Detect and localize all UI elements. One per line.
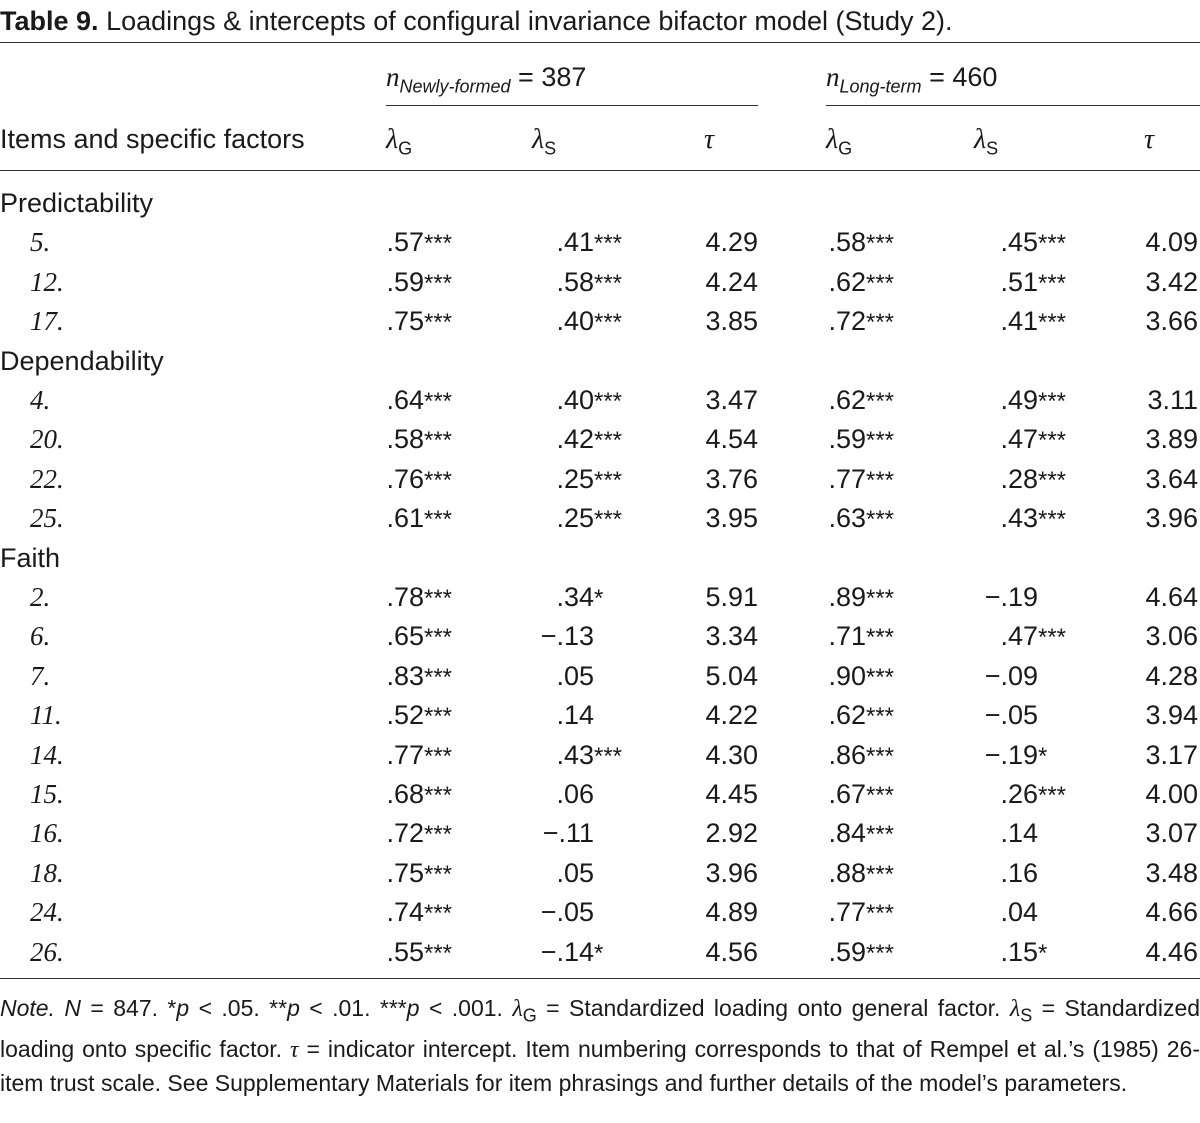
value-t1: 3.76	[705, 463, 758, 494]
significance-stars: ***	[594, 506, 623, 534]
significance-stars: ***	[1038, 388, 1067, 415]
value-lg2: .89***	[746, 580, 904, 616]
value-ls1: −.14*	[474, 935, 632, 971]
value-t1: 3.34	[705, 621, 758, 652]
value-ls1: .40***	[474, 304, 632, 340]
value-t2: 3.11	[1147, 385, 1198, 415]
significance-stars: ***	[1038, 309, 1067, 337]
value-ls2: .26***	[918, 777, 1076, 813]
value-ls1: −.11	[542, 818, 594, 849]
value-ls2: .47***	[918, 619, 1076, 655]
value-t1: 4.45	[705, 779, 758, 809]
significance-stars: ***	[594, 269, 623, 297]
significance-stars: ***	[424, 860, 453, 888]
significance-stars: ***	[866, 388, 895, 415]
table-label: Table 9.	[0, 6, 99, 36]
significance-stars: *	[1038, 939, 1048, 967]
value-ls2: −.05	[984, 700, 1038, 731]
value-t2: 4.46	[1145, 936, 1198, 967]
item-label: 26.	[30, 936, 64, 967]
value-ls2: .41***	[918, 304, 1076, 340]
significance-stars: ***	[424, 388, 453, 415]
value-t2: 3.89	[1145, 424, 1198, 455]
value-lg2: .59***	[746, 935, 904, 971]
significance-stars: ***	[866, 466, 895, 494]
value-t2: 3.17	[1145, 739, 1198, 770]
significance-stars: ***	[1038, 624, 1067, 652]
significance-stars: ***	[866, 821, 895, 849]
value-ls2: .15*	[918, 935, 1076, 971]
value-t1: 4.29	[705, 227, 758, 258]
value-lg1: .77***	[304, 738, 462, 774]
value-t2: 4.28	[1145, 660, 1198, 691]
value-lg1: .83***	[304, 659, 462, 695]
value-lg1: .75***	[304, 304, 462, 340]
significance-stars: ***	[866, 900, 895, 928]
value-ls2: −.19	[984, 582, 1038, 612]
col-lambda-s-2: $\lambda_S$	[974, 124, 999, 159]
value-ls1: −.05	[540, 897, 594, 928]
value-t2: 3.06	[1145, 621, 1198, 652]
value-t1: 4.54	[705, 424, 758, 455]
significance-stars: ***	[424, 821, 453, 849]
value-lg2: .58***	[746, 225, 904, 261]
significance-stars: ***	[866, 230, 895, 258]
value-lg1: .75***	[304, 856, 462, 892]
significance-stars: ***	[424, 506, 453, 534]
value-t1: 4.24	[705, 266, 758, 297]
value-lg2: .77***	[746, 462, 904, 498]
value-ls1: .05	[556, 857, 594, 888]
value-lg1: .58***	[304, 422, 462, 458]
value-t1: 5.91	[705, 582, 758, 612]
value-ls1: .14	[556, 700, 594, 731]
item-label: 7.	[30, 660, 51, 691]
value-ls2: .49***	[918, 383, 1076, 419]
value-ls2: .43***	[918, 501, 1076, 537]
table-note: Note. N = 847. *p < .05. **p < .01. ***p < .001. $\lambda_G$ = Standardized loading onto general factor. $\lambda_S$ = Standardized loading onto specific factor. τ = indicator intercept. Item numbering corresponds to that of Rempel et al.’s (1985) 26-item trust scale. See Supplementary Materials for item phrasings and further details of the model’s parameters.	[0, 995, 1200, 1096]
value-ls1: .25***	[474, 462, 632, 498]
significance-stars: ***	[1038, 782, 1067, 809]
value-lg2: .59***	[746, 422, 904, 458]
significance-stars: ***	[424, 230, 453, 258]
item-label: 6.	[30, 621, 51, 652]
value-lg2: .72***	[746, 304, 904, 340]
value-ls1: .06	[556, 779, 594, 809]
item-label: 4.	[30, 385, 51, 415]
value-t1: 4.22	[705, 700, 758, 731]
significance-stars: *	[1038, 742, 1048, 770]
significance-stars: ***	[866, 860, 895, 888]
value-t2: 4.09	[1145, 227, 1198, 258]
significance-stars: ***	[866, 624, 895, 652]
value-t1: 3.95	[705, 503, 758, 534]
col-lambda-s-1: $\lambda_S$	[532, 124, 557, 159]
value-lg1: .64***	[304, 383, 462, 419]
group1-underline	[386, 105, 758, 106]
value-lg1: .78***	[304, 580, 462, 616]
value-ls1: .43***	[474, 738, 632, 774]
value-t2: 3.94	[1145, 700, 1198, 731]
value-ls1: .34*	[474, 580, 632, 616]
value-t2: 4.66	[1145, 897, 1198, 928]
significance-stars: ***	[594, 388, 623, 415]
value-lg2: .84***	[746, 816, 904, 852]
value-ls2: −.09	[984, 660, 1038, 691]
col-lambda-g-2: $\lambda_G$	[826, 124, 853, 159]
item-label: 22.	[30, 463, 64, 494]
significance-stars: ***	[424, 427, 453, 455]
significance-stars: ***	[424, 466, 453, 494]
significance-stars: ***	[424, 939, 453, 967]
item-label: 11.	[30, 700, 62, 731]
value-t1: 3.96	[705, 857, 758, 888]
value-lg1: .61***	[304, 501, 462, 537]
significance-stars: ***	[866, 309, 895, 337]
table-bottom-rule	[0, 978, 1200, 979]
significance-stars: ***	[424, 782, 453, 809]
value-lg1: .57***	[304, 225, 462, 261]
significance-stars: ***	[424, 269, 453, 297]
col-tau-2: τ	[1144, 124, 1155, 155]
significance-stars: *	[594, 585, 604, 612]
value-ls1: .25***	[474, 501, 632, 537]
item-label: 17.	[30, 306, 64, 337]
significance-stars: ***	[1038, 269, 1067, 297]
item-label: 2.	[30, 582, 51, 612]
value-lg2: .88***	[746, 856, 904, 892]
significance-stars: ***	[1038, 466, 1067, 494]
col-lambda-g-1: $\lambda_G$	[386, 124, 413, 159]
header-bottom-rule	[0, 170, 1200, 171]
significance-stars: ***	[424, 742, 453, 770]
value-lg1: .59***	[304, 265, 462, 301]
value-ls1: .40***	[474, 383, 632, 419]
value-t1: 3.47	[705, 385, 758, 415]
factor-label: Predictability	[0, 188, 154, 218]
value-lg2: .63***	[746, 501, 904, 537]
group2-header: $n_{Long-term} = 460$	[826, 62, 998, 97]
significance-stars: ***	[866, 703, 895, 731]
value-ls2: .47***	[918, 422, 1076, 458]
significance-stars: ***	[424, 663, 453, 691]
value-lg2: .62***	[746, 265, 904, 301]
top-rule	[0, 42, 1200, 43]
value-lg1: .52***	[304, 698, 462, 734]
value-t1: 3.85	[705, 306, 758, 337]
significance-stars: ***	[594, 466, 623, 494]
value-ls1: −.13	[540, 621, 594, 652]
item-label: 16.	[30, 818, 64, 849]
factor-label: Faith	[0, 542, 61, 573]
value-lg2: .67***	[746, 777, 904, 813]
value-ls2: .51***	[918, 265, 1076, 301]
value-t1: 4.56	[705, 936, 758, 967]
significance-stars: ***	[594, 230, 623, 258]
significance-stars: ***	[1038, 230, 1067, 258]
value-t2: 4.64	[1145, 582, 1198, 612]
group2-underline	[826, 105, 1200, 106]
item-label: 15.	[30, 779, 64, 809]
item-label: 24.	[30, 897, 64, 928]
value-lg2: .86***	[746, 738, 904, 774]
item-label: 18.	[30, 857, 64, 888]
value-ls1: .58***	[474, 265, 632, 301]
significance-stars: *	[594, 939, 604, 967]
significance-stars: ***	[866, 506, 895, 534]
value-lg2: .77***	[746, 895, 904, 931]
value-lg2: .71***	[746, 619, 904, 655]
significance-stars: ***	[594, 427, 623, 455]
factor-label: Dependability	[0, 345, 164, 376]
table-caption	[0, 4, 1200, 38]
value-ls2: .04	[1000, 897, 1038, 928]
significance-stars: ***	[866, 585, 895, 612]
significance-stars: ***	[866, 427, 895, 455]
significance-stars: ***	[424, 585, 453, 612]
value-ls2: .16	[1000, 857, 1038, 888]
significance-stars: ***	[424, 309, 453, 337]
value-ls2: −.19*	[918, 738, 1076, 774]
value-lg1: .55***	[304, 935, 462, 971]
value-lg2: .62***	[746, 698, 904, 734]
value-lg1: .72***	[304, 816, 462, 852]
significance-stars: ***	[1038, 506, 1067, 534]
value-lg2: .90***	[746, 659, 904, 695]
value-t2: 3.96	[1145, 503, 1198, 534]
significance-stars: ***	[866, 939, 895, 967]
value-ls2: .28***	[918, 462, 1076, 498]
significance-stars: ***	[1038, 427, 1067, 455]
item-label: 25.	[30, 503, 64, 534]
significance-stars: ***	[866, 742, 895, 770]
significance-stars: ***	[866, 269, 895, 297]
value-lg1: .74***	[304, 895, 462, 931]
significance-stars: ***	[424, 624, 453, 652]
table-title: Loadings & intercepts of configural invariance bifactor model (Study 2).	[106, 6, 953, 36]
value-lg1: .65***	[304, 619, 462, 655]
value-lg2: .62***	[746, 383, 904, 419]
significance-stars: ***	[424, 703, 453, 731]
col-tau-1: τ	[704, 124, 715, 155]
value-t1: 2.92	[705, 818, 758, 849]
significance-stars: ***	[866, 782, 895, 809]
value-t2: 3.64	[1145, 463, 1198, 494]
value-t2: 3.66	[1145, 306, 1198, 337]
value-lg1: .76***	[304, 462, 462, 498]
group1-header: $n_{Newly-formed} = 387$	[386, 62, 587, 97]
value-t2: 4.00	[1145, 779, 1198, 809]
value-t1: 4.89	[705, 897, 758, 928]
value-lg1: .68***	[304, 777, 462, 813]
significance-stars: ***	[594, 309, 623, 337]
value-ls2: .14	[1000, 818, 1038, 849]
value-t2: 3.07	[1145, 818, 1198, 849]
value-ls1: .42***	[474, 422, 632, 458]
value-t2: 3.42	[1145, 266, 1198, 297]
value-t2: 3.48	[1145, 857, 1198, 888]
item-label: 14.	[30, 739, 64, 770]
rows-label-header: Items and specific factors	[0, 124, 305, 154]
significance-stars: ***	[594, 742, 623, 770]
value-t1: 5.04	[705, 660, 758, 691]
value-ls2: .45***	[918, 225, 1076, 261]
significance-stars: ***	[424, 900, 453, 928]
item-label: 20.	[30, 424, 64, 455]
value-ls1: .41***	[474, 225, 632, 261]
significance-stars: ***	[866, 663, 895, 691]
value-t1: 4.30	[705, 739, 758, 770]
item-label: 12.	[30, 266, 64, 297]
item-label: 5.	[30, 227, 51, 258]
value-ls1: .05	[556, 660, 594, 691]
